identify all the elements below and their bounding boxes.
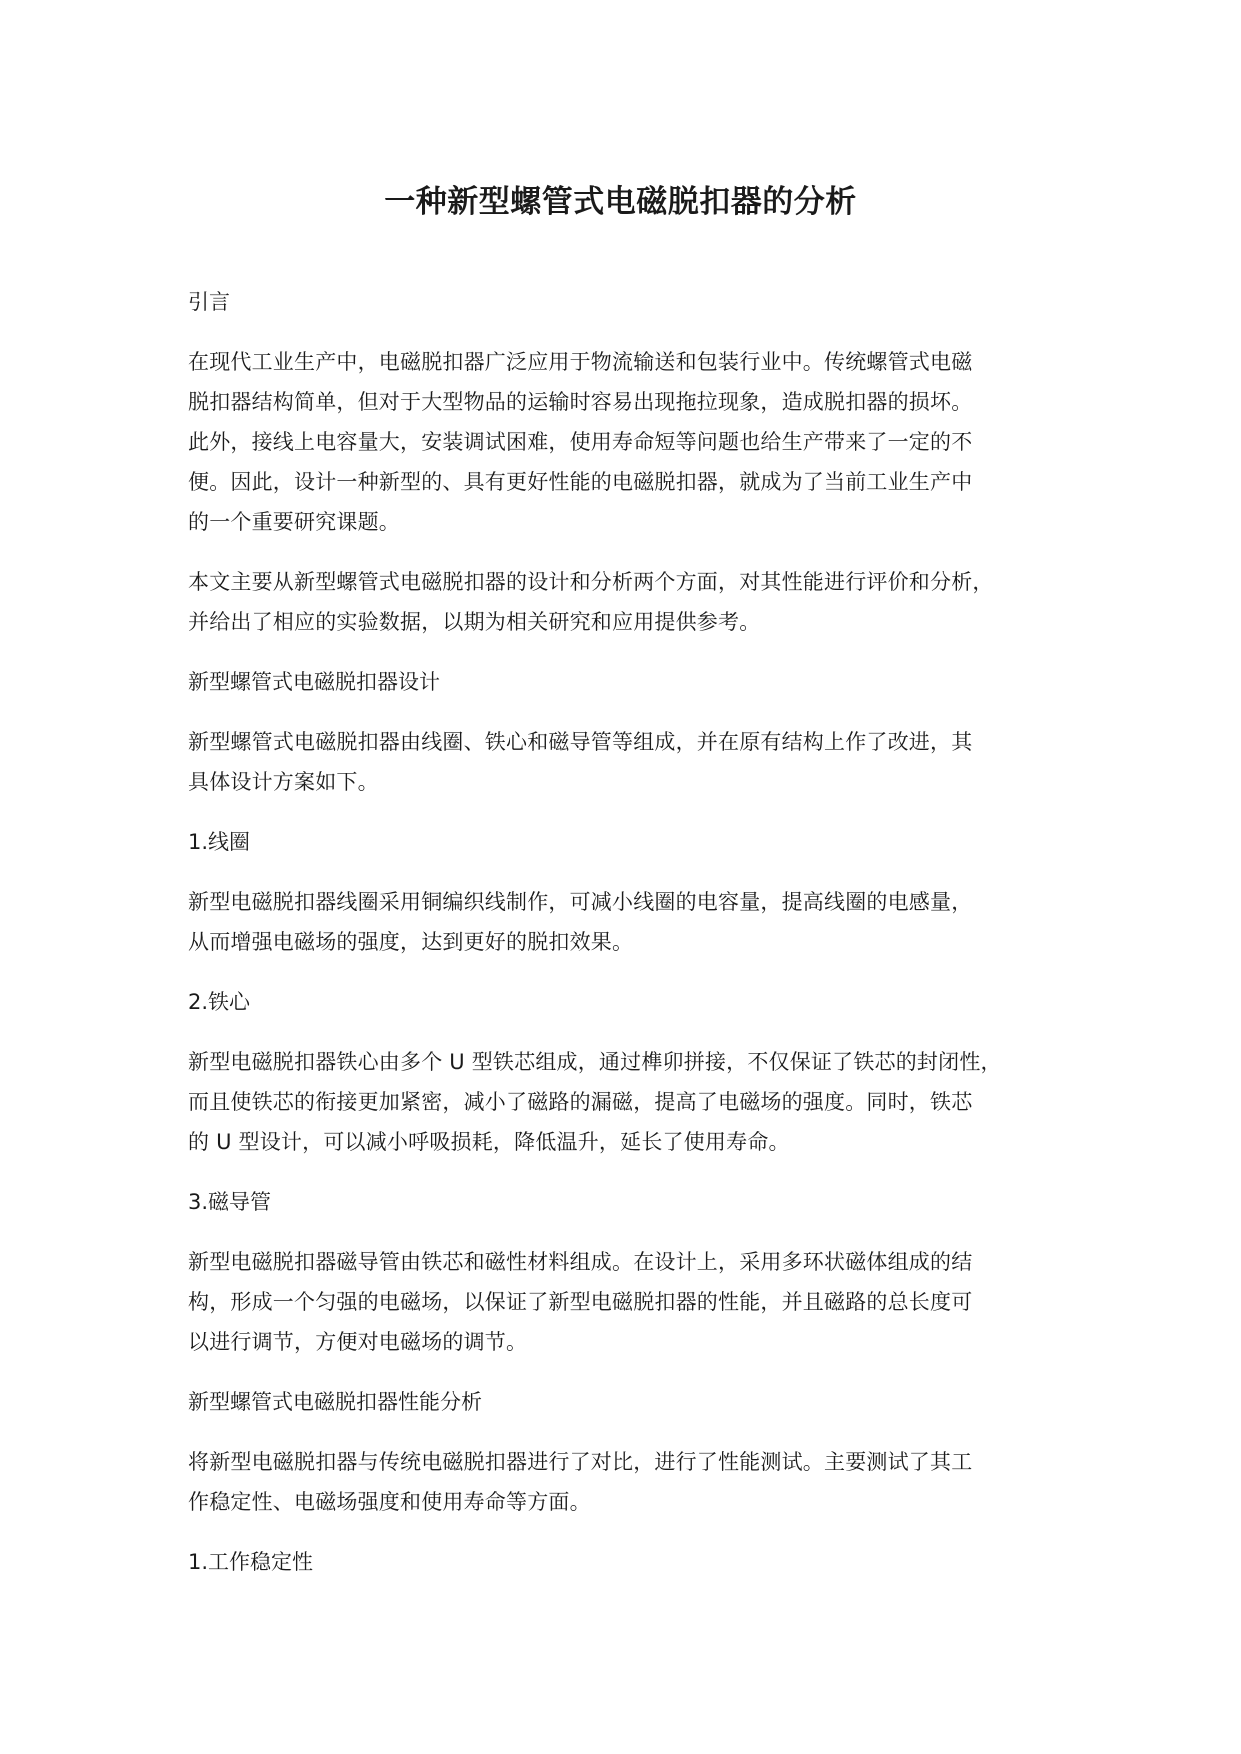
subsection-heading-tube: 3.磁导管 <box>188 1190 272 1214</box>
text-line: 的一个重要研究课题。 <box>188 510 400 534</box>
paragraph-design <box>188 722 1088 802</box>
section-heading-intro: 引言 <box>188 290 230 314</box>
document-title: 一种新型螺管式电磁脱扣器的分析 <box>384 184 857 220</box>
paragraph-core <box>188 1042 1088 1162</box>
section-heading-design: 新型螺管式电磁脱扣器设计 <box>188 670 440 694</box>
document-body <box>188 282 1088 1602</box>
subsection-heading-coil: 1.线圈 <box>188 830 251 854</box>
paragraph-intro-1 <box>188 342 1088 542</box>
subsection-heading-core: 2.铁心 <box>188 990 251 1014</box>
text-line: 具体设计方案如下。 <box>188 770 379 794</box>
text-line: 新型螺管式电磁脱扣器由线圈、铁心和磁导管等组成，并在原有结构上作了改进，其 <box>188 730 973 754</box>
paragraph-coil <box>188 882 1088 962</box>
paragraph-performance <box>188 1442 1088 1522</box>
text-line: 新型电磁脱扣器铁心由多个 U 型铁芯组成，通过榫卯拼接，不仅保证了铁芯的封闭性， <box>188 1050 1002 1074</box>
paragraph-tube <box>188 1242 1088 1362</box>
text-line: 在现代工业生产中，电磁脱扣器广泛应用于物流输送和包装行业中。传统螺管式电磁 <box>188 350 973 374</box>
text-line: 将新型电磁脱扣器与传统电磁脱扣器进行了对比，进行了性能测试。主要测试了其工 <box>188 1450 973 1474</box>
text-line: 而且使铁芯的衔接更加紧密，减小了磁路的漏磁，提高了电磁场的强度。同时，铁芯 <box>188 1090 973 1114</box>
text-line: 构，形成一个匀强的电磁场，以保证了新型电磁脱扣器的性能，并且磁路的总长度可 <box>188 1290 973 1314</box>
text-line: 本文主要从新型螺管式电磁脱扣器的设计和分析两个方面，对其性能进行评价和分析， <box>188 570 994 594</box>
text-line: 从而增强电磁场的强度，达到更好的脱扣效果。 <box>188 930 634 954</box>
paragraph-intro-2 <box>188 562 1088 642</box>
text-line: 并给出了相应的实验数据，以期为相关研究和应用提供参考。 <box>188 610 761 634</box>
section-heading-performance: 新型螺管式电磁脱扣器性能分析 <box>188 1390 482 1414</box>
subsection-heading-stability: 1.工作稳定性 <box>188 1550 314 1574</box>
text-line: 脱扣器结构简单，但对于大型物品的运输时容易出现拖拉现象，造成脱扣器的损坏。 <box>188 390 973 414</box>
text-line: 以进行调节，方便对电磁场的调节。 <box>188 1330 528 1354</box>
text-line: 新型电磁脱扣器磁导管由铁芯和磁性材料组成。在设计上，采用多环状磁体组成的结 <box>188 1250 973 1274</box>
text-line: 新型电磁脱扣器线圈采用铜编织线制作，可减小线圈的电容量，提高线圈的电感量， <box>188 890 973 914</box>
text-line: 的 U 型设计，可以减小呼吸损耗，降低温升，延长了使用寿命。 <box>188 1130 790 1154</box>
text-line: 此外，接线上电容量大，安装调试困难，使用寿命短等问题也给生产带来了一定的不 <box>188 430 973 454</box>
text-line: 便。因此，设计一种新型的、具有更好性能的电磁脱扣器，就成为了当前工业生产中 <box>188 470 973 494</box>
text-line: 作稳定性、电磁场强度和使用寿命等方面。 <box>188 1490 591 1514</box>
